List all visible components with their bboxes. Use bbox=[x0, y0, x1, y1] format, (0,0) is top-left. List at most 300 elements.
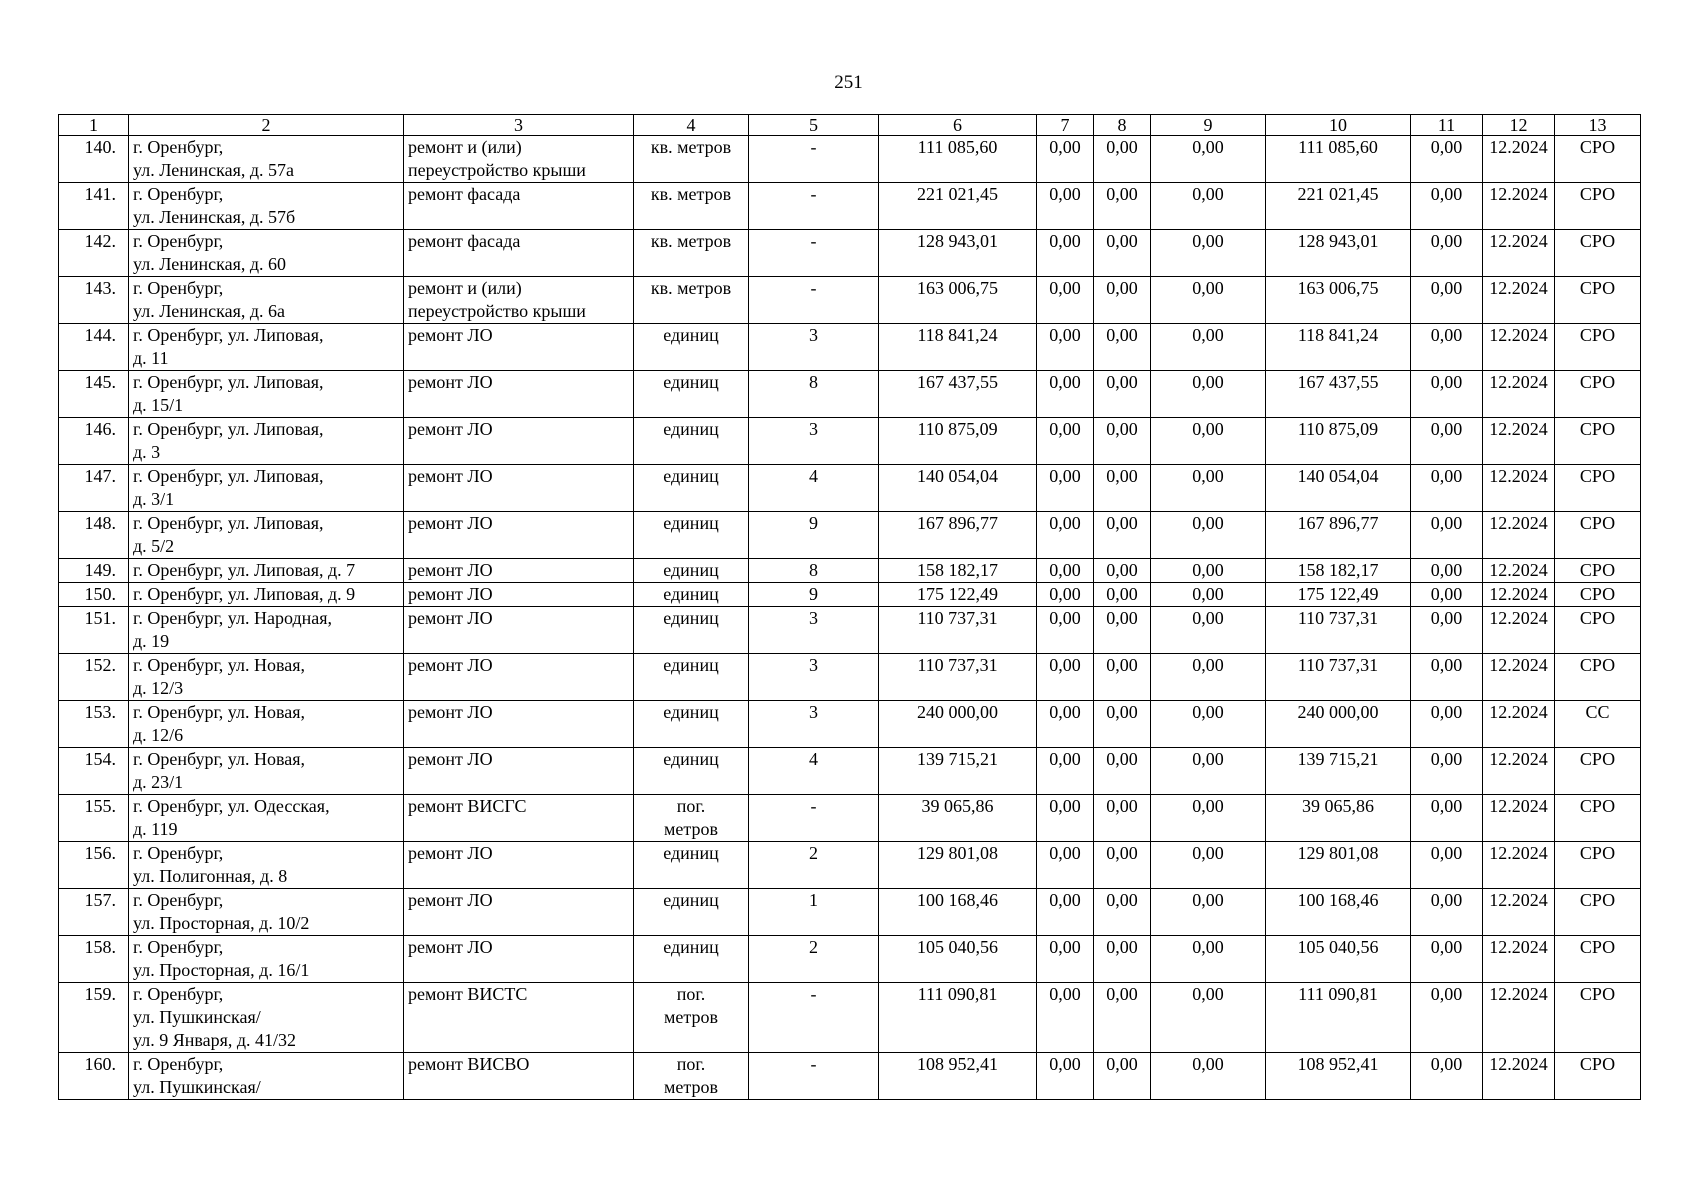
row-number-cell: 147. bbox=[59, 465, 129, 512]
row-number-cell: 150. bbox=[59, 583, 129, 607]
row-number-cell: 158. bbox=[59, 936, 129, 983]
column-10-cell: 118 841,24 bbox=[1266, 324, 1411, 371]
column-9-cell: 0,00 bbox=[1151, 701, 1266, 748]
column-7-cell: 0,00 bbox=[1037, 1053, 1094, 1100]
funding-source-cell: СРО bbox=[1555, 607, 1641, 654]
column-11-cell: 0,00 bbox=[1411, 842, 1483, 889]
column-10-cell: 140 054,04 bbox=[1266, 465, 1411, 512]
deadline-cell: 12.2024 bbox=[1483, 183, 1555, 230]
quantity-cell: 1 bbox=[749, 889, 879, 936]
funding-source-cell: СРО bbox=[1555, 559, 1641, 583]
column-7-cell: 0,00 bbox=[1037, 936, 1094, 983]
address-cell: г. Оренбург, ул. Народная, д. 19 bbox=[129, 607, 404, 654]
work-type-cell: ремонт ЛО bbox=[404, 842, 634, 889]
unit-cell: единиц bbox=[634, 465, 749, 512]
funding-source-cell: СРО bbox=[1555, 277, 1641, 324]
unit-cell: пог. метров bbox=[634, 795, 749, 842]
work-type-cell: ремонт ВИСТС bbox=[404, 983, 634, 1053]
column-7-cell: 0,00 bbox=[1037, 654, 1094, 701]
quantity-cell: 2 bbox=[749, 842, 879, 889]
row-number-cell: 141. bbox=[59, 183, 129, 230]
address-cell: г. Оренбург, ул. Просторная, д. 16/1 bbox=[129, 936, 404, 983]
column-7-cell: 0,00 bbox=[1037, 136, 1094, 183]
funding-source-cell: СРО bbox=[1555, 371, 1641, 418]
funding-source-cell: СРО bbox=[1555, 795, 1641, 842]
column-10-cell: 139 715,21 bbox=[1266, 748, 1411, 795]
table-row bbox=[59, 277, 1641, 324]
column-7-cell: 0,00 bbox=[1037, 842, 1094, 889]
column-10-cell: 240 000,00 bbox=[1266, 701, 1411, 748]
column-7-cell: 0,00 bbox=[1037, 983, 1094, 1053]
column-9-cell: 0,00 bbox=[1151, 559, 1266, 583]
work-type-cell: ремонт ЛО bbox=[404, 936, 634, 983]
column-header-6: 6 bbox=[879, 115, 1037, 136]
address-cell: г. Оренбург, ул. Липовая, д. 3 bbox=[129, 418, 404, 465]
unit-cell: единиц bbox=[634, 324, 749, 371]
quantity-cell: 4 bbox=[749, 748, 879, 795]
table-row bbox=[59, 748, 1641, 795]
total-cost-cell: 129 801,08 bbox=[879, 842, 1037, 889]
funding-source-cell: СРО bbox=[1555, 230, 1641, 277]
row-number-cell: 145. bbox=[59, 371, 129, 418]
quantity-cell: 8 bbox=[749, 371, 879, 418]
row-number-cell: 157. bbox=[59, 889, 129, 936]
row-number-cell: 148. bbox=[59, 512, 129, 559]
column-7-cell: 0,00 bbox=[1037, 889, 1094, 936]
row-number-cell: 155. bbox=[59, 795, 129, 842]
row-number-cell: 140. bbox=[59, 136, 129, 183]
quantity-cell: - bbox=[749, 795, 879, 842]
total-cost-cell: 128 943,01 bbox=[879, 230, 1037, 277]
column-8-cell: 0,00 bbox=[1094, 277, 1151, 324]
total-cost-cell: 100 168,46 bbox=[879, 889, 1037, 936]
funding-source-cell: СРО bbox=[1555, 748, 1641, 795]
address-cell: г. Оренбург, ул. Просторная, д. 10/2 bbox=[129, 889, 404, 936]
work-type-cell: ремонт ВИСГС bbox=[404, 795, 634, 842]
column-header-8: 8 bbox=[1094, 115, 1151, 136]
quantity-cell: 3 bbox=[749, 418, 879, 465]
funding-source-cell: СРО bbox=[1555, 183, 1641, 230]
page-number: 251 bbox=[834, 72, 863, 93]
address-cell: г. Оренбург, ул. Ленинская, д. 57б bbox=[129, 183, 404, 230]
deadline-cell: 12.2024 bbox=[1483, 983, 1555, 1053]
address-cell: г. Оренбург, ул. Липовая, д. 15/1 bbox=[129, 371, 404, 418]
column-11-cell: 0,00 bbox=[1411, 418, 1483, 465]
funding-source-cell: СРО bbox=[1555, 889, 1641, 936]
table-row bbox=[59, 183, 1641, 230]
quantity-cell: - bbox=[749, 183, 879, 230]
total-cost-cell: 140 054,04 bbox=[879, 465, 1037, 512]
column-11-cell: 0,00 bbox=[1411, 277, 1483, 324]
deadline-cell: 12.2024 bbox=[1483, 230, 1555, 277]
column-header-3: 3 bbox=[404, 115, 634, 136]
column-header-2: 2 bbox=[129, 115, 404, 136]
total-cost-cell: 167 896,77 bbox=[879, 512, 1037, 559]
row-number-cell: 154. bbox=[59, 748, 129, 795]
address-cell: г. Оренбург, ул. Новая, д. 12/6 bbox=[129, 701, 404, 748]
column-7-cell: 0,00 bbox=[1037, 418, 1094, 465]
column-9-cell: 0,00 bbox=[1151, 607, 1266, 654]
table-row bbox=[59, 136, 1641, 183]
table-body bbox=[59, 136, 1641, 1100]
column-11-cell: 0,00 bbox=[1411, 889, 1483, 936]
table-row bbox=[59, 607, 1641, 654]
column-9-cell: 0,00 bbox=[1151, 371, 1266, 418]
address-cell: г. Оренбург, ул. Ленинская, д. 6а bbox=[129, 277, 404, 324]
deadline-cell: 12.2024 bbox=[1483, 371, 1555, 418]
column-10-cell: 110 737,31 bbox=[1266, 607, 1411, 654]
total-cost-cell: 110 737,31 bbox=[879, 607, 1037, 654]
column-8-cell: 0,00 bbox=[1094, 936, 1151, 983]
funding-source-cell: СРО bbox=[1555, 136, 1641, 183]
column-9-cell: 0,00 bbox=[1151, 512, 1266, 559]
column-11-cell: 0,00 bbox=[1411, 983, 1483, 1053]
address-cell: г. Оренбург, ул. Липовая, д. 3/1 bbox=[129, 465, 404, 512]
deadline-cell: 12.2024 bbox=[1483, 936, 1555, 983]
column-11-cell: 0,00 bbox=[1411, 936, 1483, 983]
column-7-cell: 0,00 bbox=[1037, 277, 1094, 324]
total-cost-cell: 108 952,41 bbox=[879, 1053, 1037, 1100]
funding-source-cell: СРО bbox=[1555, 842, 1641, 889]
work-type-cell: ремонт ЛО bbox=[404, 748, 634, 795]
column-7-cell: 0,00 bbox=[1037, 748, 1094, 795]
column-7-cell: 0,00 bbox=[1037, 607, 1094, 654]
column-7-cell: 0,00 bbox=[1037, 795, 1094, 842]
table-row bbox=[59, 654, 1641, 701]
address-cell: г. Оренбург, ул. Липовая, д. 5/2 bbox=[129, 512, 404, 559]
row-number-cell: 143. bbox=[59, 277, 129, 324]
repair-register-table bbox=[58, 114, 1641, 1100]
unit-cell: единиц bbox=[634, 512, 749, 559]
column-header-1: 1 bbox=[59, 115, 129, 136]
funding-source-cell: СРО bbox=[1555, 936, 1641, 983]
column-11-cell: 0,00 bbox=[1411, 607, 1483, 654]
column-header-13: 13 bbox=[1555, 115, 1641, 136]
deadline-cell: 12.2024 bbox=[1483, 136, 1555, 183]
quantity-cell: - bbox=[749, 136, 879, 183]
column-11-cell: 0,00 bbox=[1411, 230, 1483, 277]
column-9-cell: 0,00 bbox=[1151, 418, 1266, 465]
column-8-cell: 0,00 bbox=[1094, 512, 1151, 559]
unit-cell: пог. метров bbox=[634, 983, 749, 1053]
column-10-cell: 175 122,49 bbox=[1266, 583, 1411, 607]
deadline-cell: 12.2024 bbox=[1483, 748, 1555, 795]
column-9-cell: 0,00 bbox=[1151, 324, 1266, 371]
quantity-cell: - bbox=[749, 277, 879, 324]
work-type-cell: ремонт ЛО bbox=[404, 465, 634, 512]
unit-cell: единиц bbox=[634, 607, 749, 654]
total-cost-cell: 240 000,00 bbox=[879, 701, 1037, 748]
quantity-cell: - bbox=[749, 983, 879, 1053]
deadline-cell: 12.2024 bbox=[1483, 418, 1555, 465]
column-11-cell: 0,00 bbox=[1411, 371, 1483, 418]
quantity-cell: 3 bbox=[749, 654, 879, 701]
address-cell: г. Оренбург, ул. Ленинская, д. 60 bbox=[129, 230, 404, 277]
table-row bbox=[59, 842, 1641, 889]
row-number-cell: 146. bbox=[59, 418, 129, 465]
column-11-cell: 0,00 bbox=[1411, 583, 1483, 607]
column-header-5: 5 bbox=[749, 115, 879, 136]
row-number-cell: 151. bbox=[59, 607, 129, 654]
column-10-cell: 163 006,75 bbox=[1266, 277, 1411, 324]
address-cell: г. Оренбург, ул. Полигонная, д. 8 bbox=[129, 842, 404, 889]
column-8-cell: 0,00 bbox=[1094, 136, 1151, 183]
column-10-cell: 128 943,01 bbox=[1266, 230, 1411, 277]
column-10-cell: 167 437,55 bbox=[1266, 371, 1411, 418]
column-8-cell: 0,00 bbox=[1094, 983, 1151, 1053]
column-8-cell: 0,00 bbox=[1094, 230, 1151, 277]
unit-cell: кв. метров bbox=[634, 230, 749, 277]
table-row bbox=[59, 418, 1641, 465]
row-number-cell: 144. bbox=[59, 324, 129, 371]
column-7-cell: 0,00 bbox=[1037, 559, 1094, 583]
deadline-cell: 12.2024 bbox=[1483, 795, 1555, 842]
work-type-cell: ремонт ЛО bbox=[404, 512, 634, 559]
address-cell: г. Оренбург, ул. Новая, д. 12/3 bbox=[129, 654, 404, 701]
column-9-cell: 0,00 bbox=[1151, 136, 1266, 183]
deadline-cell: 12.2024 bbox=[1483, 465, 1555, 512]
total-cost-cell: 118 841,24 bbox=[879, 324, 1037, 371]
table-row bbox=[59, 512, 1641, 559]
column-7-cell: 0,00 bbox=[1037, 512, 1094, 559]
unit-cell: единиц bbox=[634, 559, 749, 583]
column-9-cell: 0,00 bbox=[1151, 748, 1266, 795]
column-11-cell: 0,00 bbox=[1411, 654, 1483, 701]
quantity-cell: - bbox=[749, 230, 879, 277]
work-type-cell: ремонт ЛО bbox=[404, 559, 634, 583]
deadline-cell: 12.2024 bbox=[1483, 654, 1555, 701]
total-cost-cell: 163 006,75 bbox=[879, 277, 1037, 324]
quantity-cell: 9 bbox=[749, 583, 879, 607]
column-8-cell: 0,00 bbox=[1094, 842, 1151, 889]
address-cell: г. Оренбург, ул. Липовая, д. 7 bbox=[129, 559, 404, 583]
address-cell: г. Оренбург, ул. Пушкинская/ bbox=[129, 1053, 404, 1100]
column-9-cell: 0,00 bbox=[1151, 465, 1266, 512]
unit-cell: единиц bbox=[634, 842, 749, 889]
column-11-cell: 0,00 bbox=[1411, 748, 1483, 795]
unit-cell: единиц bbox=[634, 701, 749, 748]
unit-cell: единиц bbox=[634, 936, 749, 983]
funding-source-cell: СРО bbox=[1555, 654, 1641, 701]
deadline-cell: 12.2024 bbox=[1483, 701, 1555, 748]
quantity-cell: 4 bbox=[749, 465, 879, 512]
column-10-cell: 105 040,56 bbox=[1266, 936, 1411, 983]
deadline-cell: 12.2024 bbox=[1483, 889, 1555, 936]
column-9-cell: 0,00 bbox=[1151, 1053, 1266, 1100]
column-10-cell: 110 875,09 bbox=[1266, 418, 1411, 465]
column-10-cell: 158 182,17 bbox=[1266, 559, 1411, 583]
table-row bbox=[59, 701, 1641, 748]
table-row bbox=[59, 371, 1641, 418]
column-7-cell: 0,00 bbox=[1037, 324, 1094, 371]
total-cost-cell: 110 737,31 bbox=[879, 654, 1037, 701]
work-type-cell: ремонт ЛО bbox=[404, 889, 634, 936]
column-8-cell: 0,00 bbox=[1094, 465, 1151, 512]
column-10-cell: 167 896,77 bbox=[1266, 512, 1411, 559]
column-9-cell: 0,00 bbox=[1151, 889, 1266, 936]
table-row bbox=[59, 324, 1641, 371]
table-row bbox=[59, 889, 1641, 936]
table-row bbox=[59, 583, 1641, 607]
unit-cell: пог. метров bbox=[634, 1053, 749, 1100]
unit-cell: кв. метров bbox=[634, 183, 749, 230]
column-9-cell: 0,00 bbox=[1151, 983, 1266, 1053]
table-row bbox=[59, 936, 1641, 983]
quantity-cell: 3 bbox=[749, 607, 879, 654]
column-number-row bbox=[59, 115, 1641, 136]
column-7-cell: 0,00 bbox=[1037, 583, 1094, 607]
column-11-cell: 0,00 bbox=[1411, 559, 1483, 583]
column-header-9: 9 bbox=[1151, 115, 1266, 136]
column-9-cell: 0,00 bbox=[1151, 277, 1266, 324]
quantity-cell: - bbox=[749, 1053, 879, 1100]
column-8-cell: 0,00 bbox=[1094, 371, 1151, 418]
column-10-cell: 100 168,46 bbox=[1266, 889, 1411, 936]
quantity-cell: 3 bbox=[749, 324, 879, 371]
total-cost-cell: 139 715,21 bbox=[879, 748, 1037, 795]
column-9-cell: 0,00 bbox=[1151, 795, 1266, 842]
address-cell: г. Оренбург, ул. Одесская, д. 119 bbox=[129, 795, 404, 842]
column-9-cell: 0,00 bbox=[1151, 183, 1266, 230]
row-number-cell: 152. bbox=[59, 654, 129, 701]
address-cell: г. Оренбург, ул. Липовая, д. 11 bbox=[129, 324, 404, 371]
unit-cell: единиц bbox=[634, 748, 749, 795]
row-number-cell: 153. bbox=[59, 701, 129, 748]
funding-source-cell: СРО bbox=[1555, 583, 1641, 607]
work-type-cell: ремонт ЛО bbox=[404, 654, 634, 701]
column-11-cell: 0,00 bbox=[1411, 1053, 1483, 1100]
work-type-cell: ремонт ЛО bbox=[404, 583, 634, 607]
column-9-cell: 0,00 bbox=[1151, 583, 1266, 607]
column-8-cell: 0,00 bbox=[1094, 795, 1151, 842]
row-number-cell: 159. bbox=[59, 983, 129, 1053]
column-10-cell: 111 085,60 bbox=[1266, 136, 1411, 183]
column-11-cell: 0,00 bbox=[1411, 183, 1483, 230]
table-row bbox=[59, 795, 1641, 842]
row-number-cell: 142. bbox=[59, 230, 129, 277]
total-cost-cell: 39 065,86 bbox=[879, 795, 1037, 842]
table-row bbox=[59, 465, 1641, 512]
deadline-cell: 12.2024 bbox=[1483, 559, 1555, 583]
deadline-cell: 12.2024 bbox=[1483, 607, 1555, 654]
column-11-cell: 0,00 bbox=[1411, 324, 1483, 371]
table-row bbox=[59, 559, 1641, 583]
total-cost-cell: 167 437,55 bbox=[879, 371, 1037, 418]
row-number-cell: 149. bbox=[59, 559, 129, 583]
work-type-cell: ремонт ЛО bbox=[404, 324, 634, 371]
table-row bbox=[59, 230, 1641, 277]
total-cost-cell: 111 085,60 bbox=[879, 136, 1037, 183]
column-7-cell: 0,00 bbox=[1037, 230, 1094, 277]
unit-cell: кв. метров bbox=[634, 136, 749, 183]
address-cell: г. Оренбург, ул. Пушкинская/ ул. 9 Января, д. 41/32 bbox=[129, 983, 404, 1053]
deadline-cell: 12.2024 bbox=[1483, 324, 1555, 371]
funding-source-cell: СС bbox=[1555, 701, 1641, 748]
quantity-cell: 9 bbox=[749, 512, 879, 559]
column-9-cell: 0,00 bbox=[1151, 654, 1266, 701]
column-7-cell: 0,00 bbox=[1037, 701, 1094, 748]
column-8-cell: 0,00 bbox=[1094, 324, 1151, 371]
total-cost-cell: 221 021,45 bbox=[879, 183, 1037, 230]
column-10-cell: 110 737,31 bbox=[1266, 654, 1411, 701]
table-row bbox=[59, 983, 1641, 1053]
column-10-cell: 111 090,81 bbox=[1266, 983, 1411, 1053]
column-header-7: 7 bbox=[1037, 115, 1094, 136]
column-9-cell: 0,00 bbox=[1151, 842, 1266, 889]
column-8-cell: 0,00 bbox=[1094, 654, 1151, 701]
deadline-cell: 12.2024 bbox=[1483, 1053, 1555, 1100]
column-header-12: 12 bbox=[1483, 115, 1555, 136]
unit-cell: кв. метров bbox=[634, 277, 749, 324]
deadline-cell: 12.2024 bbox=[1483, 512, 1555, 559]
column-header-10: 10 bbox=[1266, 115, 1411, 136]
work-type-cell: ремонт фасада bbox=[404, 183, 634, 230]
work-type-cell: ремонт фасада bbox=[404, 230, 634, 277]
unit-cell: единиц bbox=[634, 654, 749, 701]
column-10-cell: 221 021,45 bbox=[1266, 183, 1411, 230]
row-number-cell: 156. bbox=[59, 842, 129, 889]
work-type-cell: ремонт ВИСВО bbox=[404, 1053, 634, 1100]
row-number-cell: 160. bbox=[59, 1053, 129, 1100]
column-header-11: 11 bbox=[1411, 115, 1483, 136]
column-9-cell: 0,00 bbox=[1151, 230, 1266, 277]
column-11-cell: 0,00 bbox=[1411, 512, 1483, 559]
work-type-cell: ремонт ЛО bbox=[404, 607, 634, 654]
column-header-4: 4 bbox=[634, 115, 749, 136]
total-cost-cell: 111 090,81 bbox=[879, 983, 1037, 1053]
column-8-cell: 0,00 bbox=[1094, 748, 1151, 795]
column-8-cell: 0,00 bbox=[1094, 1053, 1151, 1100]
total-cost-cell: 105 040,56 bbox=[879, 936, 1037, 983]
total-cost-cell: 158 182,17 bbox=[879, 559, 1037, 583]
column-10-cell: 129 801,08 bbox=[1266, 842, 1411, 889]
column-8-cell: 0,00 bbox=[1094, 583, 1151, 607]
column-8-cell: 0,00 bbox=[1094, 889, 1151, 936]
funding-source-cell: СРО bbox=[1555, 983, 1641, 1053]
table-row bbox=[59, 1053, 1641, 1100]
column-11-cell: 0,00 bbox=[1411, 465, 1483, 512]
unit-cell: единиц bbox=[634, 583, 749, 607]
column-7-cell: 0,00 bbox=[1037, 465, 1094, 512]
column-11-cell: 0,00 bbox=[1411, 795, 1483, 842]
unit-cell: единиц bbox=[634, 371, 749, 418]
address-cell: г. Оренбург, ул. Ленинская, д. 57а bbox=[129, 136, 404, 183]
deadline-cell: 12.2024 bbox=[1483, 583, 1555, 607]
quantity-cell: 2 bbox=[749, 936, 879, 983]
work-type-cell: ремонт ЛО bbox=[404, 371, 634, 418]
quantity-cell: 3 bbox=[749, 701, 879, 748]
address-cell: г. Оренбург, ул. Липовая, д. 9 bbox=[129, 583, 404, 607]
column-8-cell: 0,00 bbox=[1094, 183, 1151, 230]
funding-source-cell: СРО bbox=[1555, 324, 1641, 371]
column-8-cell: 0,00 bbox=[1094, 559, 1151, 583]
deadline-cell: 12.2024 bbox=[1483, 842, 1555, 889]
column-10-cell: 108 952,41 bbox=[1266, 1053, 1411, 1100]
column-10-cell: 39 065,86 bbox=[1266, 795, 1411, 842]
unit-cell: единиц bbox=[634, 418, 749, 465]
funding-source-cell: СРО bbox=[1555, 465, 1641, 512]
work-type-cell: ремонт ЛО bbox=[404, 418, 634, 465]
total-cost-cell: 110 875,09 bbox=[879, 418, 1037, 465]
work-type-cell: ремонт и (или) переустройство крыши bbox=[404, 136, 634, 183]
address-cell: г. Оренбург, ул. Новая, д. 23/1 bbox=[129, 748, 404, 795]
work-type-cell: ремонт и (или) переустройство крыши bbox=[404, 277, 634, 324]
deadline-cell: 12.2024 bbox=[1483, 277, 1555, 324]
unit-cell: единиц bbox=[634, 889, 749, 936]
work-type-cell: ремонт ЛО bbox=[404, 701, 634, 748]
column-11-cell: 0,00 bbox=[1411, 136, 1483, 183]
funding-source-cell: СРО bbox=[1555, 418, 1641, 465]
